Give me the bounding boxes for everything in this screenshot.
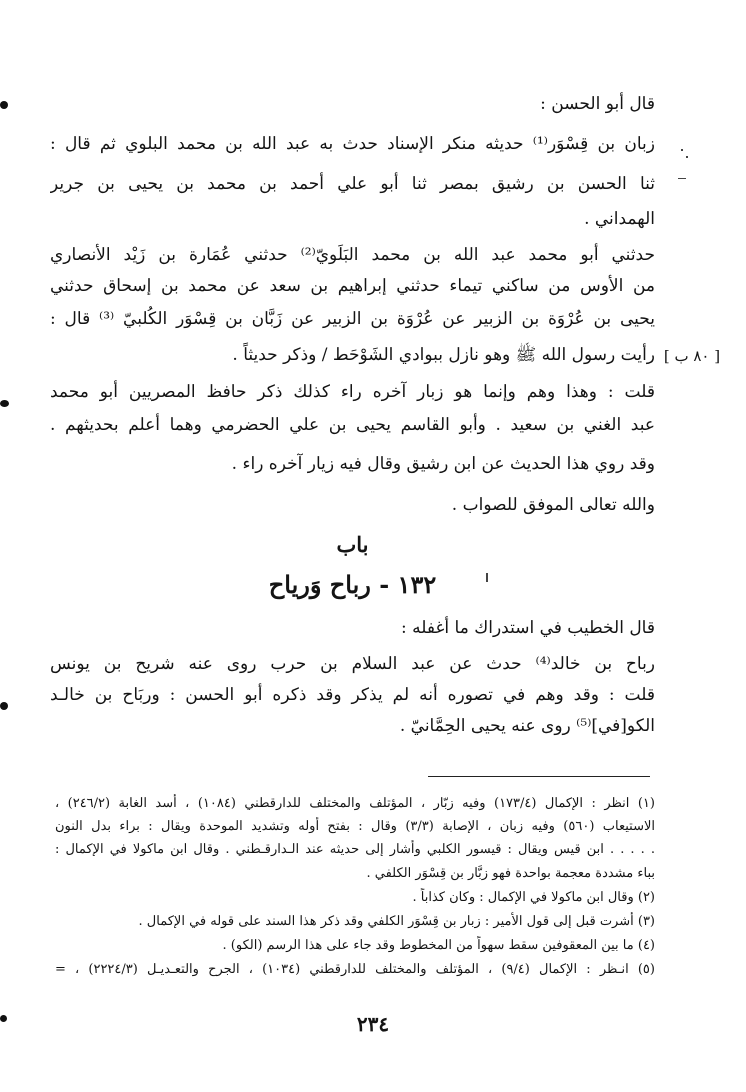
section-line: قال الخطيب في استدراك ما أغفله : — [401, 618, 655, 638]
folio-margin-note: [ ٨٠ ب ] — [663, 347, 721, 365]
body-line: قلت : وهذا وهم وإنما هو زبار آخره راء كذلك ذكر حافظ المصريين أبو محمد — [50, 382, 655, 402]
body-line: رأيت رسول الله ﷺ وهو نازل ببوادي الشَوْحَط / وذكر حديثاً . — [232, 345, 655, 365]
body-line: والله تعالى الموفق للصواب . — [451, 495, 655, 515]
page-number: ٢٣٤ — [356, 1012, 390, 1036]
footnote-line: (٣) أشرت قبل إلى قول الأمير : زبار بن قِسْوَر الكلفي وقد ذكر هذا السند على قوله في الإكمال . — [138, 914, 655, 929]
section-line: الكو[في]⁽⁵⁾ روى عنه يحيى الحِمَّانيّ . — [399, 716, 655, 736]
footnote-line: بباء مشددة معجمة بواحدة فهو زبَّار بن قِسْوَر الكلفي . — [366, 866, 655, 881]
footnote-separator — [428, 776, 650, 777]
body-line: حدثني أبو محمد عبد الله بن محمد البَلَويّ⁽²⁾ حدثني عُمَارة بن زَيْد الأنصاري — [50, 245, 655, 265]
body-line: من الأوس من ساكني تيماء حدثني إبراهيم بن سعد عن محمد بن إسحاق حدثني — [50, 276, 655, 296]
section-title: ١٣٢ - رباح وَرياح — [268, 570, 437, 599]
footnote-line: الاستيعاب (٥٦٠) وفيه زبان ، الإصابة (٣/٣) وقال : بفتح أوله وتشديد الموحدة ويقال : براء بدل النون — [55, 819, 655, 834]
body-line: يحيى بن عُرْوَة بن الزبير عن عُرْوَة بن الزبير عن زَبَّان بن قِسْوَر الكُلبيّ ⁽³⁾ قال : — [50, 309, 655, 329]
scan-speck — [686, 156, 688, 158]
section-line: قلت : وقد وهم في تصوره أنه لم يذكر وقد ذكره أبو الحسن : وربَاح بن خالـد — [50, 685, 655, 705]
footnote-line: . . . . . ابن قيس ويقال : قيسور الكلبي وأشار إلى حديثه عند الـدارقـطني . وقال ابن ماكولا في الإكمال : — [55, 842, 655, 857]
scan-speck — [681, 149, 683, 151]
body-line: زبان بن قِسْوَر⁽¹⁾ حديثه منكر الإسناد حدث به عبد الله بن محمد البلوي ثم قال : — [50, 134, 655, 154]
scan-speck — [486, 573, 488, 582]
footnote-line: (١) انظر : الإكمال (١٧٣/٤) وفيه زبّار ، المؤتلف والمختلف للدارقطني (١٠٨٤) ، أسد الغابة (٢٤٦/٢) ، — [55, 796, 655, 811]
section-line: رباح بن خالد⁽⁴⁾ حدث عن عبد السلام بن حرب روى عنه شريح بن يونس — [50, 654, 655, 674]
footnote-line: (٥) انـظر : الإكمال (٩/٤) ، المؤتلف والمختلف للدارقطني (١٠٣٤) ، الجرح والتعـديـل (٢٢٢٤/٣) ، = — [55, 962, 655, 977]
scan-mark — [0, 101, 8, 109]
scan-mark — [0, 400, 9, 407]
body-line: عبد الغني بن سعيد . وأبو القاسم يحيى بن علي الحضرمي وهما أعلم بحديثهم . — [50, 415, 655, 435]
footnote-line: (٤) ما بين المعقوفين سقط سهواً من المخطوط وقد جاء على هذا الرسم (الكو) . — [222, 938, 655, 953]
footnote-line: (٢) وقال ابن ماكولا في الإكمال : وكان كذاباً . — [412, 890, 655, 905]
bab-heading: باب — [336, 532, 369, 557]
scan-mark — [0, 1015, 7, 1022]
body-line: وقد روي هذا الحديث عن ابن رشيق وقال فيه زيار آخره راء . — [231, 454, 655, 474]
body-line: قال أبو الحسن : — [540, 94, 655, 114]
scan-speck — [678, 178, 686, 179]
body-line: الهمداني . — [584, 209, 655, 229]
scan-mark — [0, 702, 8, 710]
body-line: ثنا الحسن بن رشيق بمصر ثنا أبو علي أحمد بن محمد بن يحيى بن جرير — [50, 174, 655, 194]
